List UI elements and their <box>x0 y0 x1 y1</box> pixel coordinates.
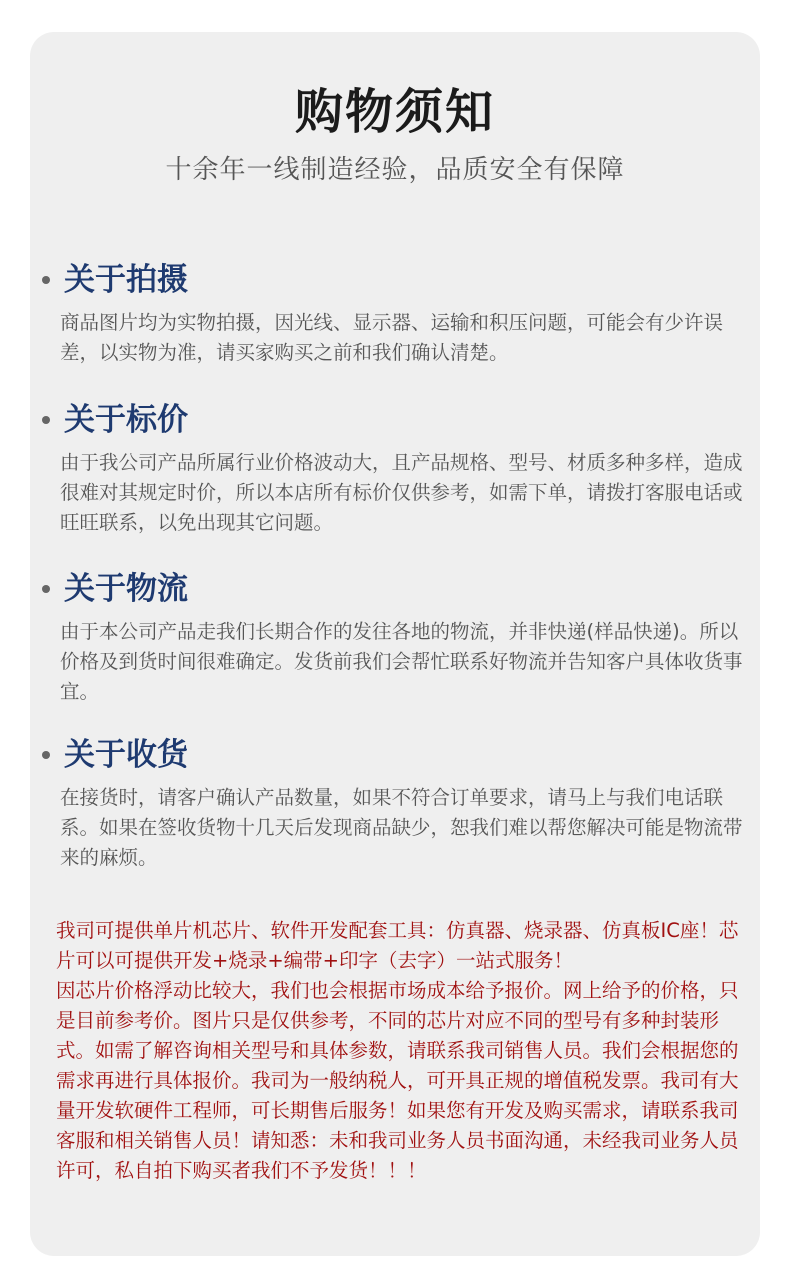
section-title: 关于标价 <box>64 402 188 438</box>
page-title: 购物须知 <box>294 84 495 140</box>
section-heading <box>0 567 790 611</box>
section-title: 关于收货 <box>64 737 188 773</box>
section-text: 由于我公司产品所属行业价格波动大，且产品规格、型号、材质多种多样，造成很难对其规定时价，所以本店所有标价仅供参考，如需下单，请拨打客服电话或旺旺联系，以免出现其它问题。 <box>60 451 743 534</box>
section-heading <box>0 258 790 302</box>
bullet-dot-icon <box>42 585 50 593</box>
bullet-dot-icon <box>42 276 50 284</box>
section-text: 由于本公司产品走我们长期合作的发往各地的物流，并非快递(样品快递)。所以价格及到货时间很难确定。发货前我们会帮忙联系好物流并告知客户具体收货事宜。 <box>60 620 743 703</box>
section-pricing <box>0 398 790 534</box>
section-photography <box>0 258 790 364</box>
section-title: 关于物流 <box>64 571 188 607</box>
section-title: 关于拍摄 <box>64 262 188 298</box>
bullet-dot-icon <box>42 751 50 759</box>
page-subtitle: 十余年一线制造经验，品质安全有保障 <box>165 155 625 185</box>
bullet-dot-icon <box>42 416 50 424</box>
section-logistics <box>0 567 790 703</box>
section-text: 商品图片均为实物拍摄，因光线、显示器、运输和积压问题，可能会有少许误差，以实物为准，请买家购买之前和我们确认清楚。 <box>60 311 724 364</box>
section-text: 在接货时，请客户确认产品数量，如果不符合订单要求，请马上与我们电话联系。如果在签收货物十几天后发现商品缺少，恕我们难以帮您解决可能是物流带来的麻烦。 <box>60 786 743 869</box>
service-notice <box>56 916 746 1186</box>
notice-pricing-text: 因芯片价格浮动比较大，我们也会根据市场成本给予报价。网上给予的价格，只是目前参考价。图片只是仅供参考，不同的芯片对应不同的型号有多种封装形式。如需了解咨询相关型号和具体参数，请联系我司销售人员。我们会根据您的需求再进行具体报价。我司为一般纳税人，可开具正规的增值税发票。我司有大量开发软硬件工程师，可长期售后服务！如果您有开发及购买需求，请联系我司客服和相关销售人员！请知悉：未和我司业务人员书面沟通，未经我司业务人员许可，私自拍下购买者我们不予发货！！！ <box>56 979 739 1182</box>
section-heading <box>0 733 790 777</box>
notice-services-text: 我司可提供单片机芯片、软件开发配套工具：仿真器、烧录器、仿真板IC座！芯片可以可提供开发+烧录+编带+印字（去字）一站式服务！ <box>56 919 739 972</box>
section-receiving <box>0 733 790 869</box>
section-heading <box>0 398 790 442</box>
